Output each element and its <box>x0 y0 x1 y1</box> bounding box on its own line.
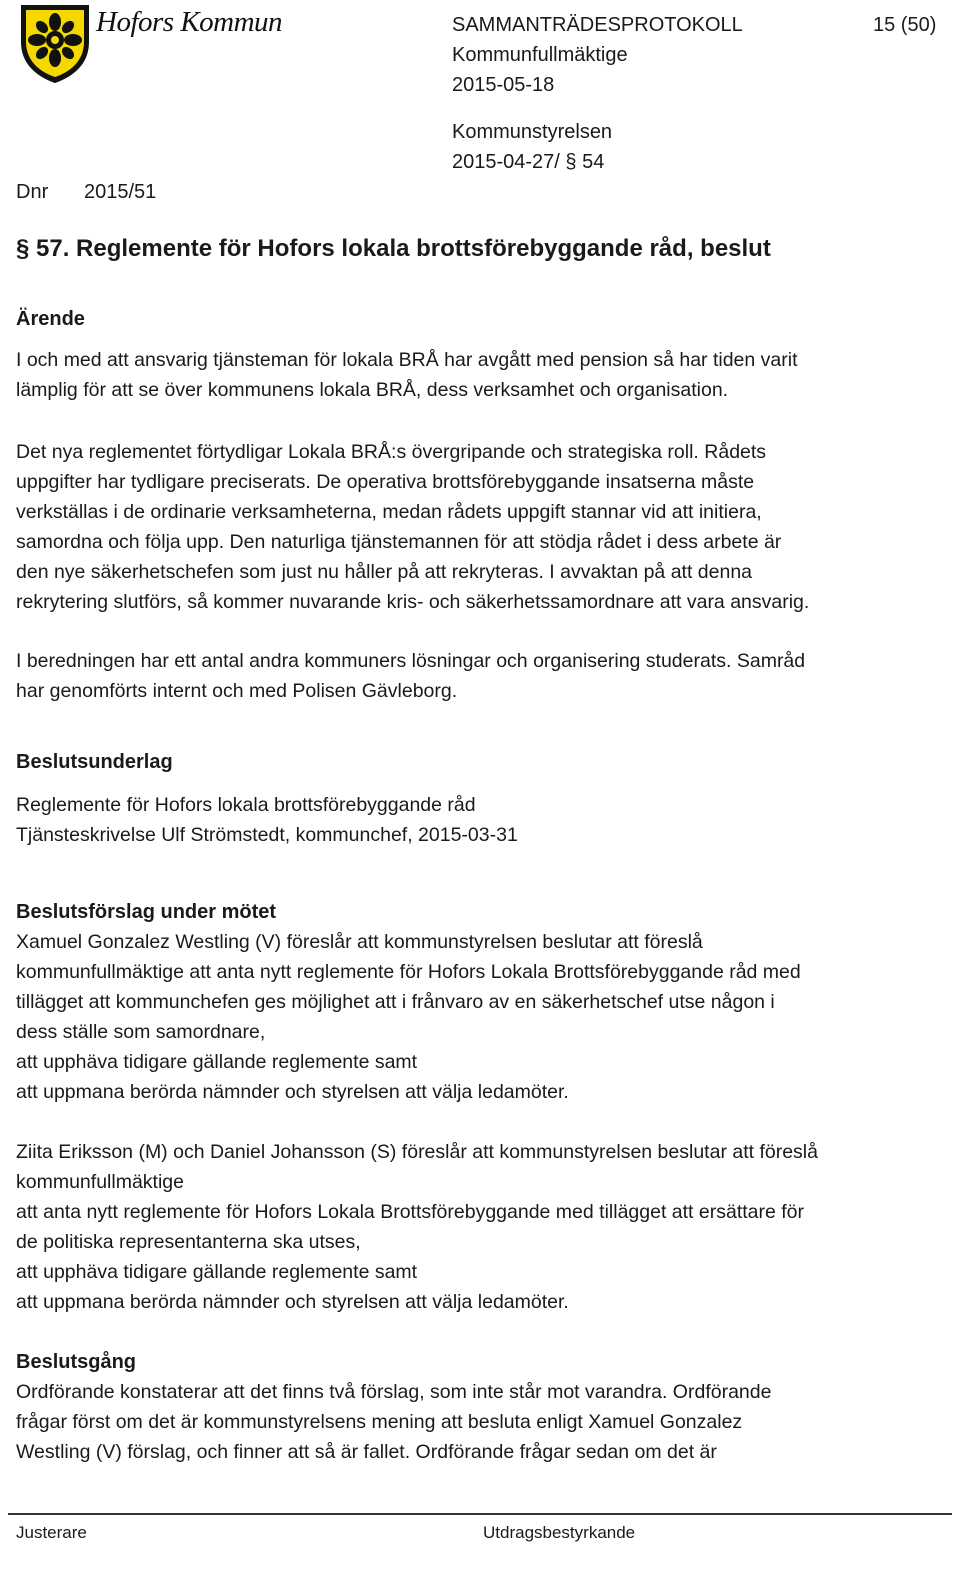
text-line: Ordförande konstaterar att det finns två förslag, som inte står mot varandra. Ordförande <box>16 1381 772 1403</box>
text-line: att upphäva tidigare gällande reglemente samt <box>16 1261 418 1283</box>
text-line: I beredningen har ett antal andra kommuners lösningar och organisering studerats. Samråd <box>16 650 806 672</box>
footer-divider <box>8 1513 952 1515</box>
text-line: Det nya reglementet förtydligar Lokala BRÅ:s övergripande och strategiska roll. Rådets <box>16 441 767 463</box>
previous-reference: 2015-04-27/ § 54 <box>452 151 605 173</box>
logo-wordmark: Hofors Kommun <box>96 6 283 38</box>
arende-paragraph-3 <box>16 646 946 706</box>
text-line: den nye säkerhetschefen som just nu håller på att rekryteras. I avvaktan på att denna <box>16 561 753 583</box>
text-line: verkställas i de ordinarie verksamheterna, medan rådets uppgift stannar vid att initiera, <box>16 501 762 523</box>
text-line: dess ställe som samordnare, <box>16 1021 266 1043</box>
text-line: Westling (V) förslag, och finner att så är fallet. Ordförande frågar sedan om det är <box>16 1441 717 1463</box>
text-line: Reglemente för Hofors lokala brottsförebyggande råd <box>16 794 476 816</box>
page-number: 15 (50) <box>873 14 937 36</box>
text-line: har genomförts internt och med Polisen Gävleborg. <box>16 680 458 702</box>
text-line: Tjänsteskrivelse Ulf Strömstedt, kommunchef, 2015-03-31 <box>16 824 518 846</box>
text-line: de politiska representanterna ska utses, <box>16 1231 361 1253</box>
hofors-crest-logo <box>14 2 96 84</box>
text-line: samordna och följa upp. Den naturliga tjänstemannen för att stödja rådet i dess arbete är <box>16 531 782 553</box>
beslutsgang-heading: Beslutsgång <box>16 1351 137 1373</box>
previous-body: Kommunstyrelsen <box>452 121 613 143</box>
dnr-label: Dnr <box>16 181 49 203</box>
section-title: § 57. Reglemente för Hofors lokala brottsförebyggande råd, beslut <box>16 235 771 262</box>
text-line: att upphäva tidigare gällande reglemente samt <box>16 1051 418 1073</box>
text-line: Ziita Eriksson (M) och Daniel Johansson (S) föreslår att kommunstyrelsen beslutar att föreslå <box>16 1141 818 1163</box>
beslutsforslag-paragraph-1 <box>16 927 946 1107</box>
beslutsforslag-paragraph-2 <box>16 1137 946 1317</box>
meeting-date: 2015-05-18 <box>452 74 555 96</box>
text-line: kommunfullmäktige <box>16 1171 184 1193</box>
meeting-body: Kommunfullmäktige <box>452 44 628 66</box>
text-line: frågar först om det är kommunstyrelsens mening att besluta enligt Xamuel Gonzalez <box>16 1411 743 1433</box>
arende-paragraph-1 <box>16 345 946 405</box>
footer-justerare: Justerare <box>16 1523 87 1542</box>
footer-utdragsbestyrkande: Utdragsbestyrkande <box>483 1523 636 1542</box>
arende-paragraph-2 <box>16 437 946 617</box>
text-line: lämplig för att se över kommunens lokala BRÅ, dess verksamhet och organisation. <box>16 379 729 401</box>
beslutsunderlag-heading: Beslutsunderlag <box>16 751 173 773</box>
text-line: Xamuel Gonzalez Westling (V) föreslår att kommunstyrelsen beslutar att föreslå <box>16 931 703 953</box>
protocol-title: SAMMANTRÄDESPROTOKOLL <box>452 14 743 36</box>
arende-heading: Ärende <box>16 308 85 330</box>
beslutsforslag-heading: Beslutsförslag under mötet <box>16 901 277 923</box>
text-line: att uppmana berörda nämnder och styrelsen att välja ledamöter. <box>16 1291 569 1313</box>
beslutsgang-paragraph <box>16 1377 946 1467</box>
text-line: att uppmana berörda nämnder och styrelsen att välja ledamöter. <box>16 1081 569 1103</box>
beslutsunderlag-list <box>16 790 946 850</box>
dnr-value: 2015/51 <box>84 181 157 203</box>
text-line: tillägget att kommunchefen ges möjlighet att i frånvaro av en säkerhetschef utse någon i <box>16 991 775 1013</box>
text-line: I och med att ansvarig tjänsteman för lokala BRÅ har avgått med pension så har tiden varit <box>16 349 798 371</box>
text-line: rekrytering slutförs, så kommer nuvarande kris- och säkerhetssamordnare att vara ansvarig. <box>16 591 810 613</box>
text-line: att anta nytt reglemente för Hofors Lokala Brottsförebyggande med tillägget att ersättare för <box>16 1201 805 1223</box>
text-line: kommunfullmäktige att anta nytt reglemente för Hofors Lokala Brottsförebyggande råd med <box>16 961 801 983</box>
text-line: uppgifter har tydligare preciserats. De operativa brottsförebyggande insatserna måste <box>16 471 755 493</box>
